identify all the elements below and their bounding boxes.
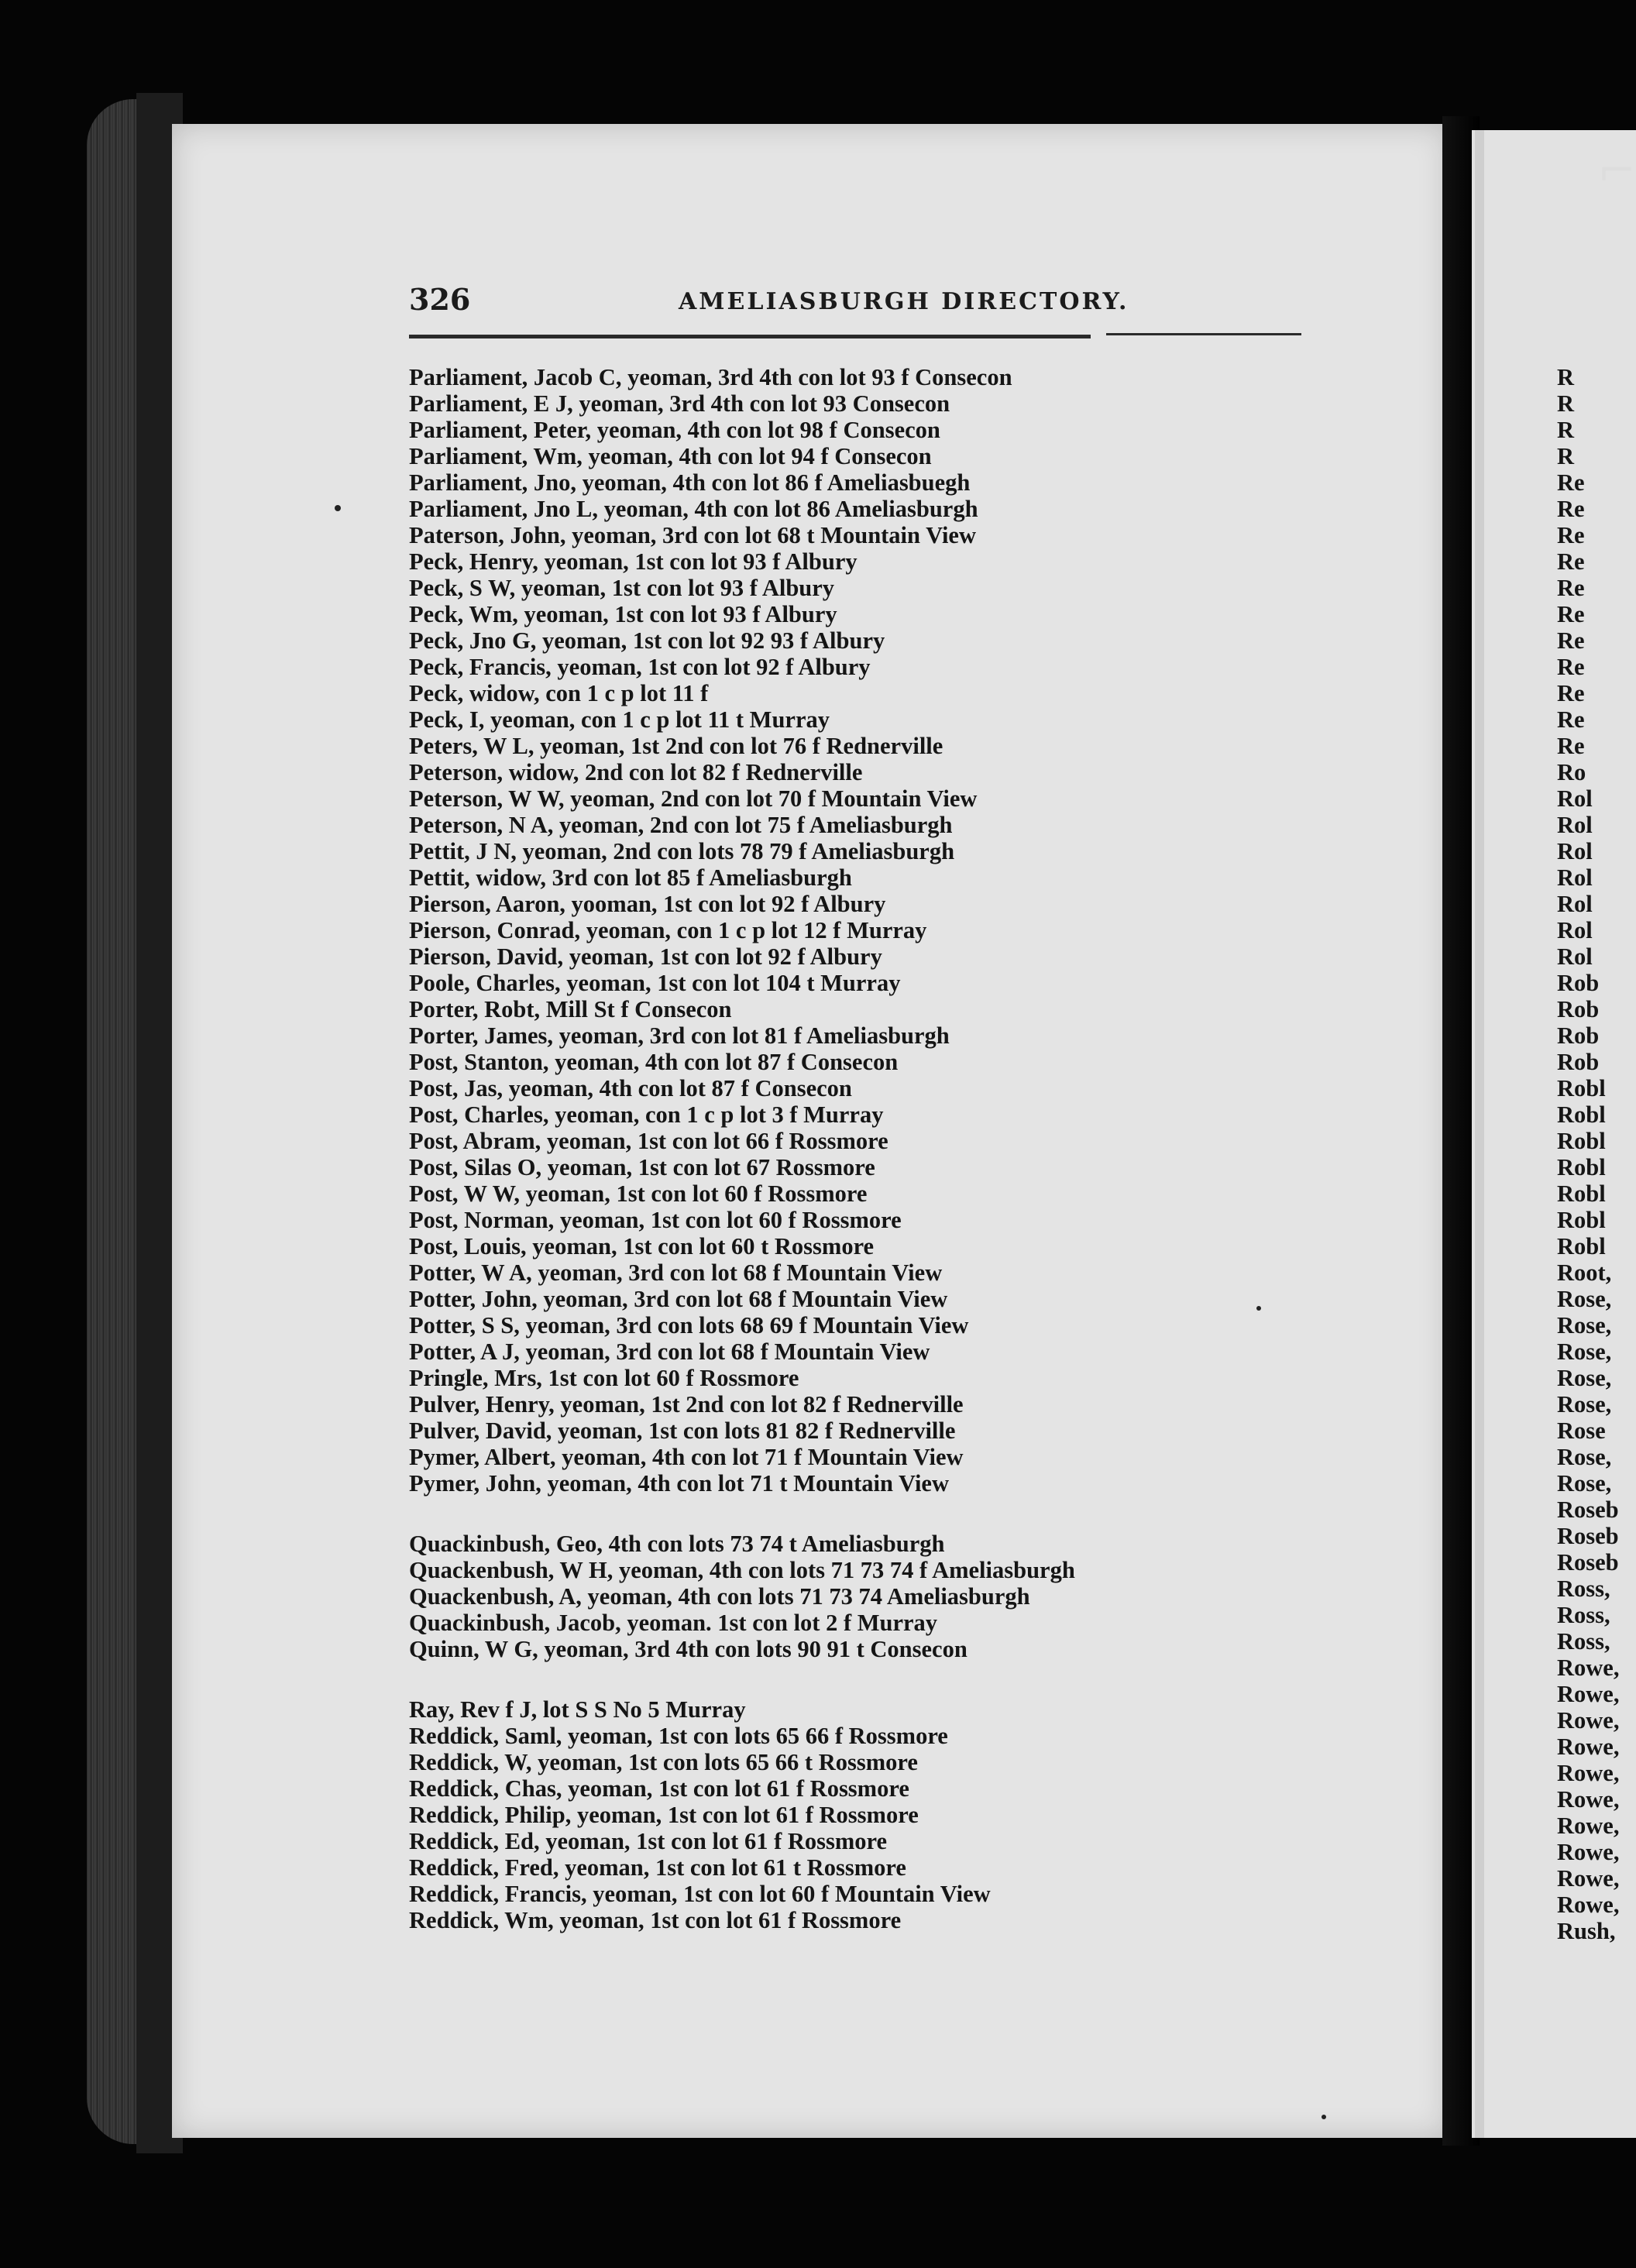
directory-entry: Pringle, Mrs, 1st con lot 60 f Rossmore (409, 1365, 799, 1391)
directory-entry: Parliament, Peter, yeoman, 4th con lot 98 f Consecon (409, 417, 940, 443)
facing-entry-fragment: Rose (1557, 1418, 1606, 1444)
directory-entry: Peterson, N A, yeoman, 2nd con lot 75 f Ameliasburgh (409, 812, 953, 838)
directory-entry: Quackinbush, Geo, 4th con lots 73 74 t Ameliasburgh (409, 1531, 945, 1557)
directory-entry: Pymer, Albert, yeoman, 4th con lot 71 f Mountain View (409, 1444, 964, 1470)
directory-entry: Reddick, Philip, yeoman, 1st con lot 61 f Rossmore (409, 1802, 919, 1828)
facing-entry-fragment: Re (1557, 627, 1585, 654)
facing-entry-fragment: Re (1557, 654, 1585, 680)
group-gap (409, 1497, 1416, 1531)
facing-entry-fragment: Ross, (1557, 1628, 1610, 1655)
facing-entry-fragment: R (1557, 390, 1575, 417)
directory-entry: Pulver, Henry, yeoman, 1st 2nd con lot 82 f Rednerville (409, 1391, 964, 1418)
header-rule-short (1106, 333, 1301, 335)
facing-entry-fragment: Roseb (1557, 1523, 1619, 1549)
ink-speck (1256, 1306, 1261, 1311)
facing-entry-fragment: Rowe, (1557, 1786, 1620, 1813)
directory-entry: Post, Stanton, yeoman, 4th con lot 87 f Consecon (409, 1049, 899, 1075)
directory-entry: Porter, James, yeoman, 3rd con lot 81 f Ameliasburgh (409, 1022, 950, 1049)
facing-entry-fragment: Robl (1557, 1233, 1606, 1259)
directory-entry: Peck, Francis, yeoman, 1st con lot 92 f Albury (409, 654, 871, 680)
directory-entry: Pettit, J N, yeoman, 2nd con lots 78 79 f Ameliasburgh (409, 838, 955, 864)
running-head (409, 282, 1277, 328)
directory-entry: Parliament, Jno L, yeoman, 4th con lot 86 Ameliasburgh (409, 496, 978, 522)
corner-mark: ⌐ (1596, 144, 1636, 198)
facing-entry-fragment: Rol (1557, 864, 1593, 891)
facing-entry-fragment: Rol (1557, 812, 1593, 838)
facing-entry-fragment: Rol (1557, 917, 1593, 943)
facing-entry-fragment: Rol (1557, 838, 1593, 864)
facing-entry-fragment: Rose, (1557, 1312, 1612, 1338)
directory-entry: Pierson, David, yeoman, 1st con lot 92 f Albury (409, 943, 882, 970)
facing-entry-fragment: Rose, (1557, 1365, 1612, 1391)
directory-entry: Post, Charles, yeoman, con 1 c p lot 3 f Murray (409, 1101, 884, 1128)
facing-entry-fragment: Rose, (1557, 1470, 1612, 1497)
facing-entry-fragment: Re (1557, 548, 1585, 575)
directory-entry: Peters, W L, yeoman, 1st 2nd con lot 76 f Rednerville (409, 733, 943, 759)
directory-entry: Peck, Henry, yeoman, 1st con lot 93 f Albury (409, 548, 858, 575)
facing-entry-fragment: Robl (1557, 1128, 1606, 1154)
directory-entry: Reddick, Wm, yeoman, 1st con lot 61 f Rossmore (409, 1907, 902, 1933)
facing-entry-fragment: Rob (1557, 1022, 1600, 1049)
facing-entry-fragment: Rowe, (1557, 1892, 1620, 1918)
directory-entry: Potter, John, yeoman, 3rd con lot 68 f Mountain View (409, 1286, 948, 1312)
directory-entry: Pymer, John, yeoman, 4th con lot 71 t Mountain View (409, 1470, 949, 1497)
directory-entry: Pulver, David, yeoman, 1st con lots 81 82 f Rednerville (409, 1418, 956, 1444)
facing-entry-fragment: Rob (1557, 996, 1600, 1022)
ink-speck (1322, 2115, 1326, 2119)
facing-entry-fragment: Root, (1557, 1259, 1612, 1286)
facing-entry-fragment: Re (1557, 575, 1585, 601)
facing-entry-fragment: Rose, (1557, 1444, 1612, 1470)
directory-entry: Reddick, W, yeoman, 1st con lots 65 66 t Rossmore (409, 1749, 918, 1775)
facing-entry-fragment: Re (1557, 601, 1585, 627)
facing-entry-fragment: Robl (1557, 1154, 1606, 1180)
facing-entry-fragment: Rose, (1557, 1391, 1612, 1418)
directory-entry: Peterson, widow, 2nd con lot 82 f Rednerville (409, 759, 863, 785)
directory-entry: Poole, Charles, yeoman, 1st con lot 104 t Murray (409, 970, 901, 996)
directory-entry: Reddick, Fred, yeoman, 1st con lot 61 t Rossmore (409, 1854, 906, 1881)
directory-entry: Parliament, Jacob C, yeoman, 3rd 4th con lot 93 f Consecon (409, 364, 1012, 390)
facing-entry-fragment: Rose, (1557, 1338, 1612, 1365)
facing-entry-fragment: Re (1557, 522, 1585, 548)
directory-entry: Ray, Rev f J, lot S S No 5 Murray (409, 1696, 746, 1723)
facing-entry-fragment: Ro (1557, 759, 1586, 785)
directory-entry: Paterson, John, yeoman, 3rd con lot 68 t Mountain View (409, 522, 976, 548)
facing-entry-fragment: Rowe, (1557, 1813, 1620, 1839)
directory-entry: Quackenbush, W H, yeoman, 4th con lots 71 73 74 f Ameliasburgh (409, 1557, 1075, 1583)
directory-entry: Post, Louis, yeoman, 1st con lot 60 t Rossmore (409, 1233, 875, 1259)
ink-speck (335, 505, 341, 511)
facing-entry-fragment: Re (1557, 706, 1585, 733)
directory-entry: Pettit, widow, 3rd con lot 85 f Ameliasburgh (409, 864, 852, 891)
page-title: AMELIASBURGH DIRECTORY. (679, 288, 1129, 315)
directory-entry: Potter, A J, yeoman, 3rd con lot 68 f Mountain View (409, 1338, 930, 1365)
facing-entry-fragment: Rob (1557, 970, 1600, 996)
facing-entry-fragment: Roseb (1557, 1549, 1619, 1576)
directory-entry: Parliament, Jno, yeoman, 4th con lot 86 f Ameliasbuegh (409, 469, 971, 496)
directory-entry: Post, W W, yeoman, 1st con lot 60 f Rossmore (409, 1180, 868, 1207)
directory-entry: Potter, W A, yeoman, 3rd con lot 68 f Mountain View (409, 1259, 943, 1286)
facing-entry-fragment: Rol (1557, 785, 1593, 812)
facing-entry-fragment: R (1557, 364, 1575, 390)
group-gap (409, 1662, 1416, 1696)
directory-entry: Peterson, W W, yeoman, 2nd con lot 70 f Mountain View (409, 785, 978, 812)
facing-page-edge (1475, 130, 1484, 2138)
directory-entry: Quackinbush, Jacob, yeoman. 1st con lot 2 f Murray (409, 1610, 938, 1636)
directory-entry: Porter, Robt, Mill St f Consecon (409, 996, 732, 1022)
facing-entry-fragment: Rowe, (1557, 1681, 1620, 1707)
directory-entry: Post, Abram, yeoman, 1st con lot 66 f Rossmore (409, 1128, 888, 1154)
facing-entry-fragment: Rowe, (1557, 1839, 1620, 1865)
facing-entry-fragment: Rol (1557, 891, 1593, 917)
facing-entry-fragment: Robl (1557, 1101, 1606, 1128)
facing-entry-fragment: Roseb (1557, 1497, 1619, 1523)
facing-entry-fragment: Rowe, (1557, 1760, 1620, 1786)
directory-entry: Parliament, E J, yeoman, 3rd 4th con lot 93 Consecon (409, 390, 950, 417)
directory-entry: Peck, widow, con 1 c p lot 11 f (409, 680, 709, 706)
directory-entry: Post, Silas O, yeoman, 1st con lot 67 Rossmore (409, 1154, 875, 1180)
directory-entry: Pierson, Aaron, yooman, 1st con lot 92 f Albury (409, 891, 886, 917)
facing-entry-fragment: R (1557, 443, 1575, 469)
directory-entry: Peck, Jno G, yeoman, 1st con lot 92 93 f Albury (409, 627, 885, 654)
facing-entry-fragment: Rowe, (1557, 1707, 1620, 1734)
facing-entry-fragment: Robl (1557, 1207, 1606, 1233)
facing-entry-fragment: Rose, (1557, 1286, 1612, 1312)
page-number: 326 (409, 282, 471, 317)
facing-entry-fragment: Re (1557, 496, 1585, 522)
directory-entries (409, 364, 1416, 1933)
facing-entry-fragment: Re (1557, 680, 1585, 706)
facing-entry-fragment: Robl (1557, 1180, 1606, 1207)
directory-entry: Reddick, Saml, yeoman, 1st con lots 65 66 f Rossmore (409, 1723, 948, 1749)
facing-entry-fragment: Rob (1557, 1049, 1600, 1075)
facing-entry-fragment: R (1557, 417, 1575, 443)
facing-entry-fragment: Robl (1557, 1075, 1606, 1101)
facing-entry-fragment: Rush, (1557, 1918, 1616, 1944)
directory-entry: Quinn, W G, yeoman, 3rd 4th con lots 90 91 t Consecon (409, 1636, 968, 1662)
directory-entry: Peck, S W, yeoman, 1st con lot 93 f Albury (409, 575, 835, 601)
directory-entry: Quackenbush, A, yeoman, 4th con lots 71 73 74 Ameliasburgh (409, 1583, 1030, 1610)
directory-entry: Post, Norman, yeoman, 1st con lot 60 f Rossmore (409, 1207, 902, 1233)
header-rule (409, 335, 1091, 338)
directory-entry: Post, Jas, yeoman, 4th con lot 87 f Consecon (409, 1075, 852, 1101)
directory-entry: Reddick, Francis, yeoman, 1st con lot 60 f Mountain View (409, 1881, 991, 1907)
facing-entry-fragment: Rol (1557, 943, 1593, 970)
directory-entry: Parliament, Wm, yeoman, 4th con lot 94 f Consecon (409, 443, 932, 469)
facing-entry-fragment: Re (1557, 733, 1585, 759)
directory-entry: Reddick, Chas, yeoman, 1st con lot 61 f Rossmore (409, 1775, 909, 1802)
facing-entry-fragment: Rowe, (1557, 1865, 1620, 1892)
directory-entry: Potter, S S, yeoman, 3rd con lots 68 69 f Mountain View (409, 1312, 969, 1338)
facing-entry-fragment: Rowe, (1557, 1655, 1620, 1681)
directory-entry: Reddick, Ed, yeoman, 1st con lot 61 f Rossmore (409, 1828, 888, 1854)
facing-entry-fragment: Ross, (1557, 1602, 1610, 1628)
facing-page-entries (1557, 364, 1619, 1944)
facing-entry-fragment: Ross, (1557, 1576, 1610, 1602)
facing-entry-fragment: Rowe, (1557, 1734, 1620, 1760)
directory-entry: Peck, I, yeoman, con 1 c p lot 11 t Murray (409, 706, 830, 733)
directory-entry: Pierson, Conrad, yeoman, con 1 c p lot 12 f Murray (409, 917, 927, 943)
facing-entry-fragment: Re (1557, 469, 1585, 496)
directory-entry: Peck, Wm, yeoman, 1st con lot 93 f Albury (409, 601, 837, 627)
